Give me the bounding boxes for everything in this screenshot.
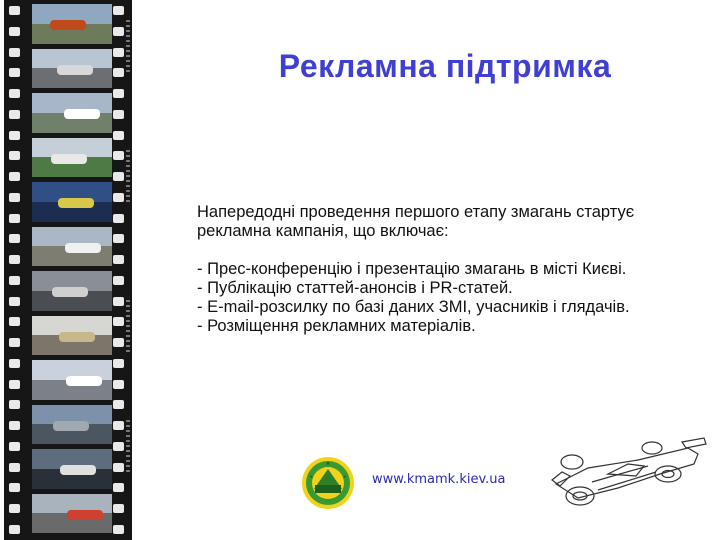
race-car-sketch-icon [548,434,708,520]
film-photo-frame [32,494,112,534]
sprocket-hole [113,27,124,36]
sprocket-hole [9,234,20,243]
sprocket-hole [9,463,20,472]
sprocket-hole [113,255,124,264]
sprocket-hole [113,89,124,98]
intro-line-2: рекламна кампанія, що включає: [197,222,449,240]
sprocket-hole [9,193,20,202]
slide-title: Рекламна підтримка [278,48,612,84]
sprocket-hole [113,172,124,181]
sprocket-hole [9,359,20,368]
sprocket-hole [9,421,20,430]
club-logo-icon [300,455,356,511]
sprocket-hole [113,48,124,57]
intro-line-1: Напередодні проведення першого етапу змагань стартує [197,203,635,221]
film-sprockets-right [113,0,127,540]
sprocket-hole [113,214,124,223]
sprocket-hole [113,193,124,202]
sprocket-hole [113,131,124,140]
film-frames [32,0,112,540]
film-strip [4,0,132,540]
film-photo-frame [32,405,112,445]
film-photo-frame [32,138,112,178]
sprocket-hole [113,317,124,326]
bullet-item: - E-mail-розсилку по базі даних ЗМІ, учасників і глядачів. [197,298,630,316]
sprocket-hole [9,380,20,389]
film-edge-marking [126,300,130,352]
sprocket-hole [113,421,124,430]
bullet-item: - Публікацію статтей-анонсів і PR-статей. [197,279,513,297]
sprocket-hole [113,483,124,492]
sprocket-hole [113,442,124,451]
sprocket-hole [9,525,20,534]
film-photo-frame [32,4,112,44]
film-photo-frame [32,316,112,356]
sprocket-hole [113,525,124,534]
sprocket-hole [113,68,124,77]
film-photo-frame [32,93,112,133]
sprocket-hole [9,276,20,285]
sprocket-hole [113,6,124,15]
film-photo-frame [32,360,112,400]
film-photo-frame [32,449,112,489]
film-edge-marking [126,150,130,202]
sprocket-hole [9,89,20,98]
sprocket-hole [9,151,20,160]
sprocket-hole [9,110,20,119]
sprocket-hole [9,297,20,306]
sprocket-hole [9,400,20,409]
sprocket-hole [9,255,20,264]
sprocket-hole [113,400,124,409]
film-photo-frame [32,227,112,267]
sprocket-hole [9,68,20,77]
sprocket-hole [9,483,20,492]
sprocket-hole [113,110,124,119]
sprocket-hole [9,48,20,57]
sprocket-hole [113,359,124,368]
sprocket-hole [9,172,20,181]
sprocket-hole [113,297,124,306]
sprocket-hole [9,317,20,326]
film-photo-frame [32,49,112,89]
sprocket-hole [9,131,20,140]
film-edge-marking [126,420,130,472]
bullet-item: - Прес-конференцію і презентацію змагань в місті Києві. [197,260,627,278]
film-photo-frame [32,271,112,311]
sprocket-hole [113,234,124,243]
bullet-item: - Розміщення рекламних матеріалів. [197,317,476,335]
sprocket-hole [9,504,20,513]
sprocket-hole [113,380,124,389]
film-sprockets-left [9,0,23,540]
sprocket-hole [9,442,20,451]
sprocket-hole [9,214,20,223]
sprocket-hole [9,338,20,347]
sprocket-hole [113,504,124,513]
sprocket-hole [113,463,124,472]
website-link[interactable]: www.kmamk.kiev.ua [372,472,506,487]
sprocket-hole [9,6,20,15]
sprocket-hole [113,276,124,285]
film-photo-frame [32,182,112,222]
sprocket-hole [9,27,20,36]
sprocket-hole [113,338,124,347]
slide-body [197,203,697,336]
sprocket-hole [113,151,124,160]
film-edge-marking [126,20,130,72]
